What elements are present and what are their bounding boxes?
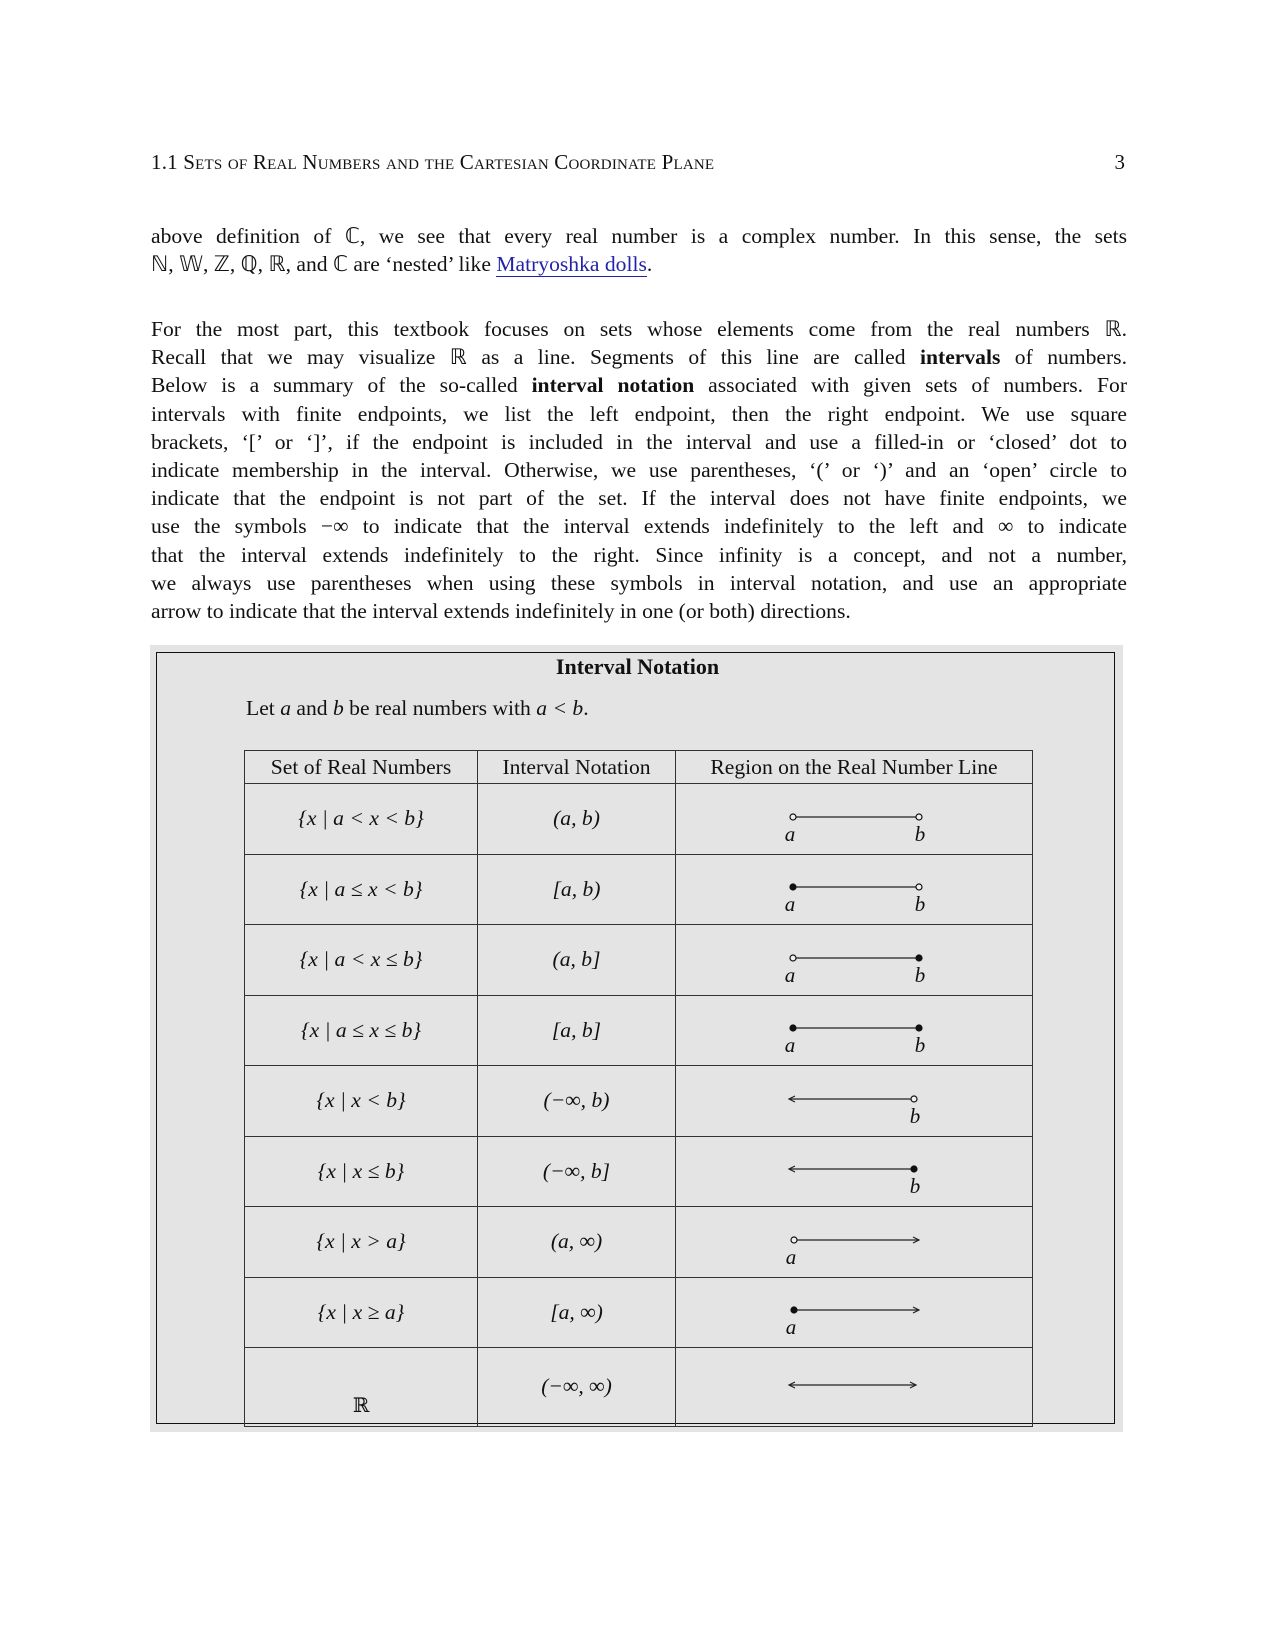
right-closed-dot [911,1166,917,1172]
text-run: . [646,252,653,277]
set-builder-notation: {x | x ≤ b} [317,1158,405,1183]
math-condition: a < b [536,696,584,720]
table-row [245,925,1033,996]
set-builder-notation: {x | x < b} [316,1088,406,1113]
right-open-circle [916,814,922,820]
interval-notation-cell [478,1277,676,1348]
set-builder-notation: ℝ [352,1392,370,1417]
math-var: b [332,696,344,720]
right-closed-dot [916,1025,922,1031]
number-line [676,1137,1032,1205]
interval-notation-cell [478,1207,676,1278]
table-row [245,995,1033,1066]
paragraph-line [151,371,1127,399]
text-run: ℕ, 𝕎, ℤ, ℚ, ℝ, and ℂ are ‘nested’ like [151,252,497,277]
number-line-cell [676,925,1033,996]
set-builder-cell [245,925,478,996]
interval-notation-cell [478,925,676,996]
endpoint-label-a: a [784,892,796,917]
running-head [151,150,1125,178]
interval-notation: (a, b) [553,806,600,831]
set-builder-cell [245,1348,478,1427]
interval-notation-cell [478,1136,676,1207]
set-builder-notation: {x | x > a} [316,1229,406,1254]
endpoint-label-b: b [909,1174,921,1199]
number-line-cell [676,784,1033,855]
number-line [676,1353,1032,1421]
interval-notation: [a, b) [552,876,601,901]
number-line [676,785,1032,853]
paragraph-line: arrow to indicate that the interval extends indefinitely in one (or both) directions. [151,598,851,623]
number-line-cell [676,1136,1033,1207]
text-run: . [583,696,589,720]
interval-notation: (a, ∞) [550,1229,603,1254]
term-interval-notation: interval notation [531,373,695,398]
right-open-circle [916,884,922,890]
number-line [676,1067,1032,1135]
number-line-cell [676,995,1033,1066]
text-run: Below is a summary of the so-called [151,373,532,398]
number-line-cell [676,1207,1033,1278]
interval-notation: (a, b] [552,947,601,972]
column-header-region: Region on the Real Number Line [676,751,1033,784]
text-run: Recall that we may visualize ℝ as a line. Segments of this line are called [151,345,920,370]
text-run: Let [246,696,281,720]
text-run: associated with given sets of numbers. For [694,373,1128,398]
interval-notation: [a, b] [551,1017,602,1042]
paragraph-intervals [151,315,1127,625]
set-builder-notation: {x | a ≤ x ≤ b} [300,1017,422,1042]
paragraph-nested-sets [151,222,1127,278]
text-run: of numbers. [1000,345,1127,370]
left-closed-dot [790,884,796,890]
interval-notation-cell [478,995,676,1066]
endpoint-label-a: a [784,962,796,987]
interval-notation-cell [478,784,676,855]
endpoint-label-a: a [784,821,796,846]
interval-notation: (−∞, b) [543,1088,610,1113]
set-builder-cell [245,995,478,1066]
endpoint-label-a: a [785,1315,797,1340]
table-row [245,1136,1033,1207]
number-line-cell [676,1348,1033,1427]
paragraph-line: that the interval extends indefinitely to the right. Since infinity is a concept, and not a number, [151,542,1127,567]
number-line-cell [676,1066,1033,1137]
interval-notation-cell [478,1066,676,1137]
set-builder-cell [245,1136,478,1207]
math-var: a [280,696,291,720]
box-intro [246,694,589,722]
endpoint-label-a: a [785,1244,797,1269]
box-title: Interval Notation [555,654,720,679]
number-line [676,855,1032,923]
table-row [245,1277,1033,1348]
text-run: and [290,696,333,720]
table-header-row [245,751,1033,784]
table-row [245,784,1033,855]
table-body [245,784,1033,1427]
left-open-circle [791,1237,797,1243]
endpoint-label-b: b [914,821,926,846]
left-open-circle [790,955,796,961]
interval-notation: [a, ∞) [550,1299,603,1324]
left-closed-dot [790,1025,796,1031]
interval-notation: (−∞, ∞) [541,1374,612,1399]
paragraph-line [151,250,1127,278]
column-header-interval: Interval Notation [478,751,676,784]
right-closed-dot [916,955,922,961]
paragraph-line [151,343,1127,371]
table-row [245,1348,1033,1427]
section-title: 1.1 Sets of Real Numbers and the Cartesian Coordinate Plane [151,150,715,174]
interval-notation-cell [478,854,676,925]
number-line-cell [676,1277,1033,1348]
endpoint-label-a: a [784,1033,796,1058]
interval-notation-cell [478,1348,676,1427]
set-builder-cell [245,784,478,855]
table-row [245,854,1033,925]
number-line-cell [676,854,1033,925]
set-builder-notation: {x | x ≥ a} [317,1299,405,1324]
endpoint-label-b: b [914,962,926,987]
paragraph-line: indicate membership in the interval. Otherwise, we use parentheses, ‘(’ or ‘)’ and an ‘open’ circle to [151,457,1127,482]
set-builder-cell [245,1277,478,1348]
set-builder-cell [245,1207,478,1278]
set-builder-cell [245,1066,478,1137]
paragraph-line: brackets, ‘[’ or ‘]’, if the endpoint is included in the interval and use a filled-in or ‘closed’ dot to [151,429,1127,454]
number-line [676,926,1032,994]
term-intervals: intervals [920,345,1001,370]
endpoint-label-b: b [909,1103,921,1128]
endpoint-label-b: b [914,1033,926,1058]
number-line [676,1208,1032,1276]
paragraph-line: For the most part, this textbook focuses on sets whose elements come from the real numbers ℝ. [151,317,1127,341]
endpoint-label-b: b [914,892,926,917]
number-line [676,996,1032,1064]
table-row [245,1066,1033,1137]
paragraph-line: indicate that the endpoint is not part of the set. If the interval does not have finite endpoints, we [151,486,1127,511]
set-builder-notation: {x | a < x < b} [298,806,424,831]
paragraph-line: we always use parentheses when using these symbols in interval notation, and use an appropriate [151,570,1127,595]
paragraph-line: intervals with finite endpoints, we list the left endpoint, then the right endpoint. We use square [151,401,1127,426]
set-builder-cell [245,854,478,925]
table-row [245,1207,1033,1278]
left-closed-dot [791,1307,797,1313]
page-number: 3 [1114,150,1125,174]
column-header-set: Set of Real Numbers [245,751,478,784]
interval-notation: (−∞, b] [542,1158,611,1183]
set-builder-notation: {x | a ≤ x < b} [299,876,423,901]
set-builder-notation: {x | a < x ≤ b} [299,947,423,972]
number-line [676,1278,1032,1346]
interval-notation-table [244,750,1033,1427]
matryoshka-dolls-link[interactable]: Matryoshka dolls [496,252,647,277]
paragraph-line: above definition of ℂ, we see that every real number is a complex number. In this sense, the sets [151,224,1127,248]
left-open-circle [790,814,796,820]
text-run: be real numbers with [343,696,537,720]
paragraph-line: use the symbols −∞ to indicate that the interval extends indefinitely to the left and ∞ to indicate [151,514,1127,539]
right-open-circle [911,1096,917,1102]
